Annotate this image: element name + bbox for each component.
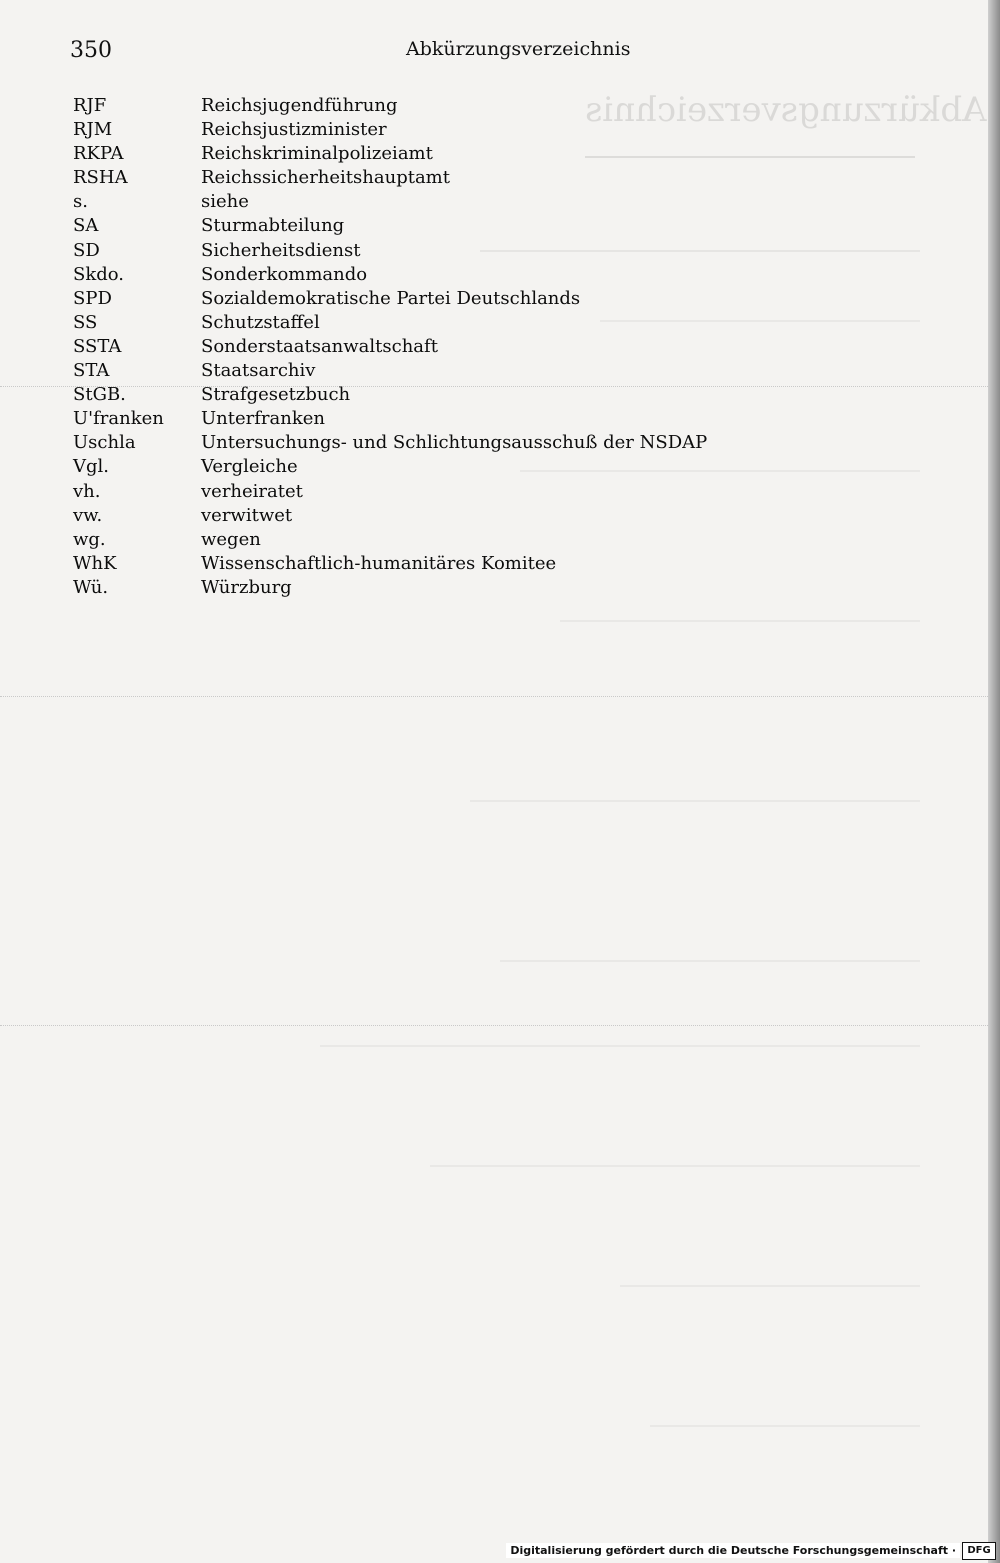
abbreviation: vh. [73,480,101,502]
expansion: Schutzstaffel [201,311,320,333]
expansion: Untersuchungs- und Schlichtungsausschuß der NSDAP [201,432,708,454]
expansion: Reichskriminalpolizeiamt [201,143,433,165]
abbreviation: STA [73,360,110,382]
list-item [73,528,707,552]
abbreviation: SD [73,239,100,261]
show-through-text-line [430,1165,920,1167]
list-item [73,287,707,311]
list-item [73,118,707,142]
expansion: Reichsjugendführung [201,95,398,116]
list-item [73,239,707,263]
expansion: Würzburg [201,576,292,598]
list-item [73,263,707,287]
abbreviation: RJF [73,95,107,116]
abbreviation: Vgl. [73,456,109,478]
abbreviation: SPD [73,287,112,309]
list-item [73,94,707,118]
list-item [73,190,707,214]
expansion: Reichsjustizminister [201,119,387,141]
scan-artifact-line [0,696,988,697]
digitization-credit: Digitalisierung gefördert durch die Deutsche Forschungsgemeinschaft · [506,1543,960,1558]
list-item [73,455,707,479]
abbreviation: wg. [73,528,106,550]
list-item [73,480,707,504]
abbreviation: Wü. [73,576,109,598]
show-through-text-line [650,1425,920,1427]
expansion: siehe [201,191,249,213]
expansion: Vergleiche [201,456,298,478]
scan-artifact-line [0,1025,988,1026]
abbreviation: RSHA [73,167,128,189]
dfg-logo: DFG [962,1542,996,1560]
abbreviation: s. [73,191,88,213]
abbreviation: RKPA [73,143,124,165]
abbreviation: StGB. [73,384,126,406]
abbreviation: RJM [73,119,113,141]
page-number: 350 [70,38,112,63]
expansion: verwitwet [201,504,293,526]
abbreviation: Skdo. [73,263,125,285]
show-through-text-line [560,620,920,622]
expansion: Unterfranken [201,408,325,430]
list-item [73,383,707,407]
show-through-text-line [500,960,920,962]
abbreviation: SA [73,215,99,237]
show-through-title: Abkürzungsverzeichnis [585,90,987,130]
expansion: Strafgesetzbuch [201,384,351,406]
list-item [73,311,707,335]
abbreviation: vw. [73,504,103,526]
list-item [73,576,707,600]
expansion: Sonderstaatsanwaltschaft [201,335,438,357]
expansion: Sicherheitsdienst [201,239,361,261]
list-item [73,142,707,166]
abbreviation: U'franken [73,408,164,430]
expansion: Sozialdemokratische Partei Deutschlands [201,287,581,309]
expansion: Sturmabteilung [201,215,345,237]
abbreviation: Uschla [73,432,136,454]
list-item [73,214,707,238]
abbreviation-list [73,94,707,600]
running-title: Abkürzungsverzeichnis [406,38,631,60]
list-item [73,431,707,455]
expansion: Reichssicherheitshauptamt [201,167,450,189]
expansion: verheiratet [201,480,303,502]
expansion: Staatsarchiv [201,360,316,382]
list-item [73,504,707,528]
show-through-text-line [320,1045,920,1047]
show-through-text-line [470,800,920,802]
list-item [73,359,707,383]
list-item [73,407,707,431]
list-item [73,552,707,576]
book-gutter [988,0,1000,1563]
abbreviation: SSTA [73,335,122,357]
show-through-text-line [620,1285,920,1287]
expansion: wegen [201,528,261,550]
abbreviation: WhK [73,552,117,574]
list-item [73,335,707,359]
abbreviation: SS [73,311,98,333]
expansion: Sonderkommando [201,263,368,285]
expansion: Wissenschaftlich-humanitäres Komitee [201,552,557,574]
list-item [73,166,707,190]
